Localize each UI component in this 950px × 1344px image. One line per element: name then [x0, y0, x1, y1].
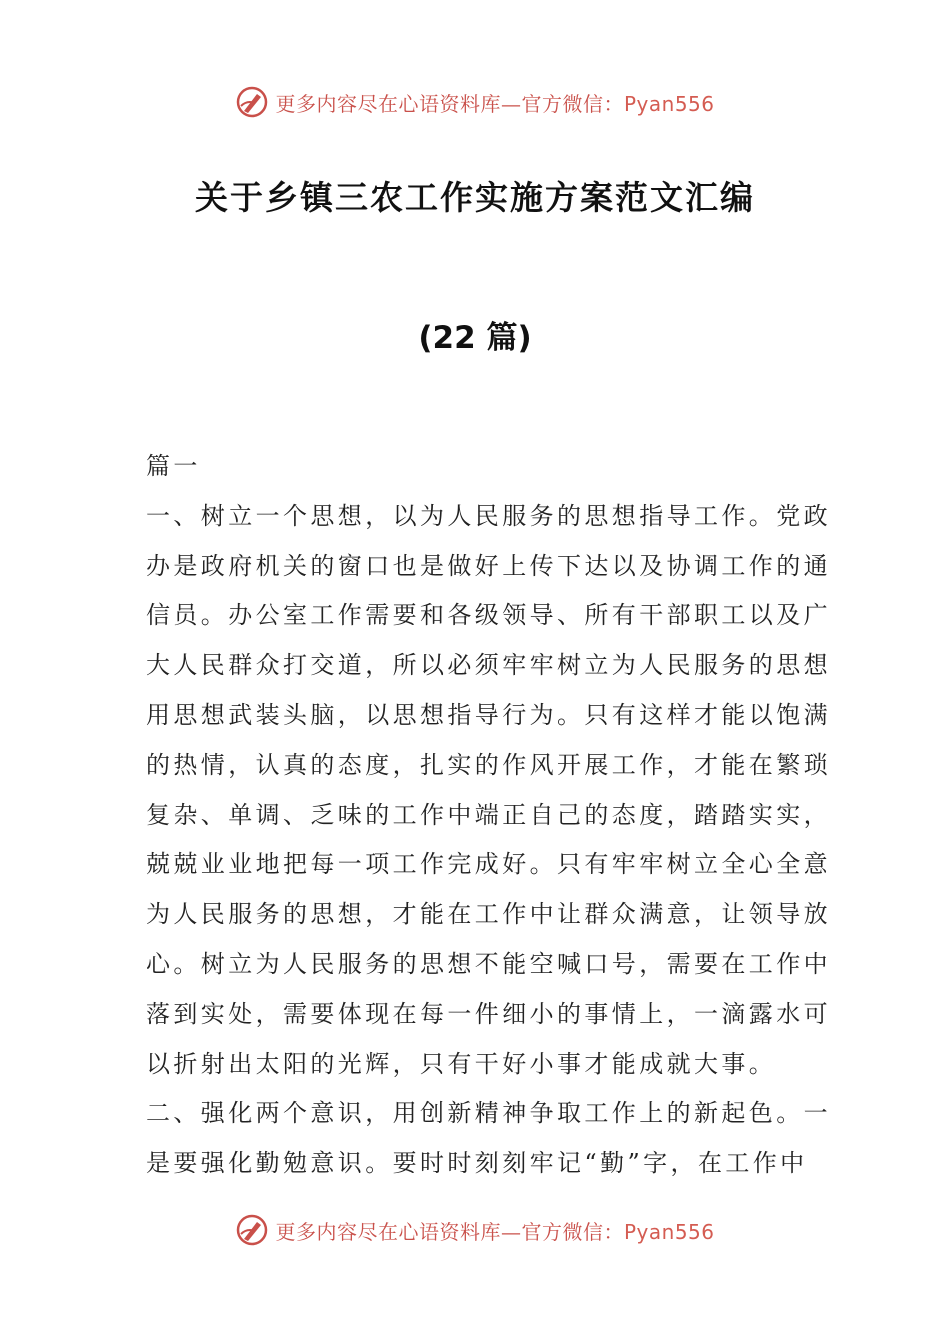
- body-line: 用思想武装头脑，以思想指导行为。只有这样才能以饱满: [146, 700, 831, 729]
- footer-watermark: [0, 1208, 950, 1252]
- body-line: 复杂、单调、乏味的工作中端正自己的态度，踏踏实实，: [146, 800, 831, 829]
- watermark-text: [275, 1216, 714, 1245]
- body-line: 落到实处，需要体现在每一件细小的事情上，一滴露水可: [146, 999, 831, 1028]
- body-line: 二、强化两个意识，用创新精神争取工作上的新起色。一: [146, 1099, 831, 1128]
- header-watermark: [0, 80, 950, 124]
- pen-logo-icon: [235, 1213, 269, 1247]
- pen-logo-icon: [235, 85, 269, 119]
- body-line: 信员。办公室工作需要和各级领导、所有干部职工以及广: [146, 601, 831, 630]
- watermark-brand: Pyan556: [623, 91, 715, 116]
- watermark-text: [275, 88, 714, 117]
- body-line: 大人民群众打交道，所以必须牢牢树立为人民服务的思想: [146, 651, 831, 680]
- body-line: 为人民服务的思想，才能在工作中让群众满意，让领导放: [146, 900, 831, 929]
- document-subtitle: (22 篇): [418, 320, 532, 356]
- watermark-main-text: 更多内容尽在心语资料库—官方微信：: [275, 91, 624, 116]
- body-line: 篇一: [146, 452, 201, 480]
- body-line: 心。树立为人民服务的思想不能空喊口号，需要在工作中: [146, 949, 831, 978]
- body-line: 办是政府机关的窗口也是做好上传下达以及协调工作的通: [146, 551, 831, 580]
- body-line: 一、树立一个思想，以为人民服务的思想指导工作。党政: [146, 501, 831, 530]
- body-line: 以折射出太阳的光辉，只有干好小事才能成就大事。: [146, 1049, 777, 1078]
- body-line: 是要强化勤勉意识。要时时刻刻牢记“勤”字，在工作中: [146, 1149, 808, 1178]
- body-line: 的热情，认真的态度，扎实的作风开展工作，才能在繁琐: [146, 750, 831, 779]
- watermark-main-text: 更多内容尽在心语资料库—官方微信：: [275, 1219, 624, 1244]
- document-body: [146, 442, 831, 1189]
- body-line: 兢兢业业地把每一项工作完成好。只有牢牢树立全心全意: [146, 850, 831, 879]
- watermark-brand: Pyan556: [623, 1219, 715, 1244]
- document-title: 关于乡镇三农工作实施方案范文汇编: [195, 178, 755, 217]
